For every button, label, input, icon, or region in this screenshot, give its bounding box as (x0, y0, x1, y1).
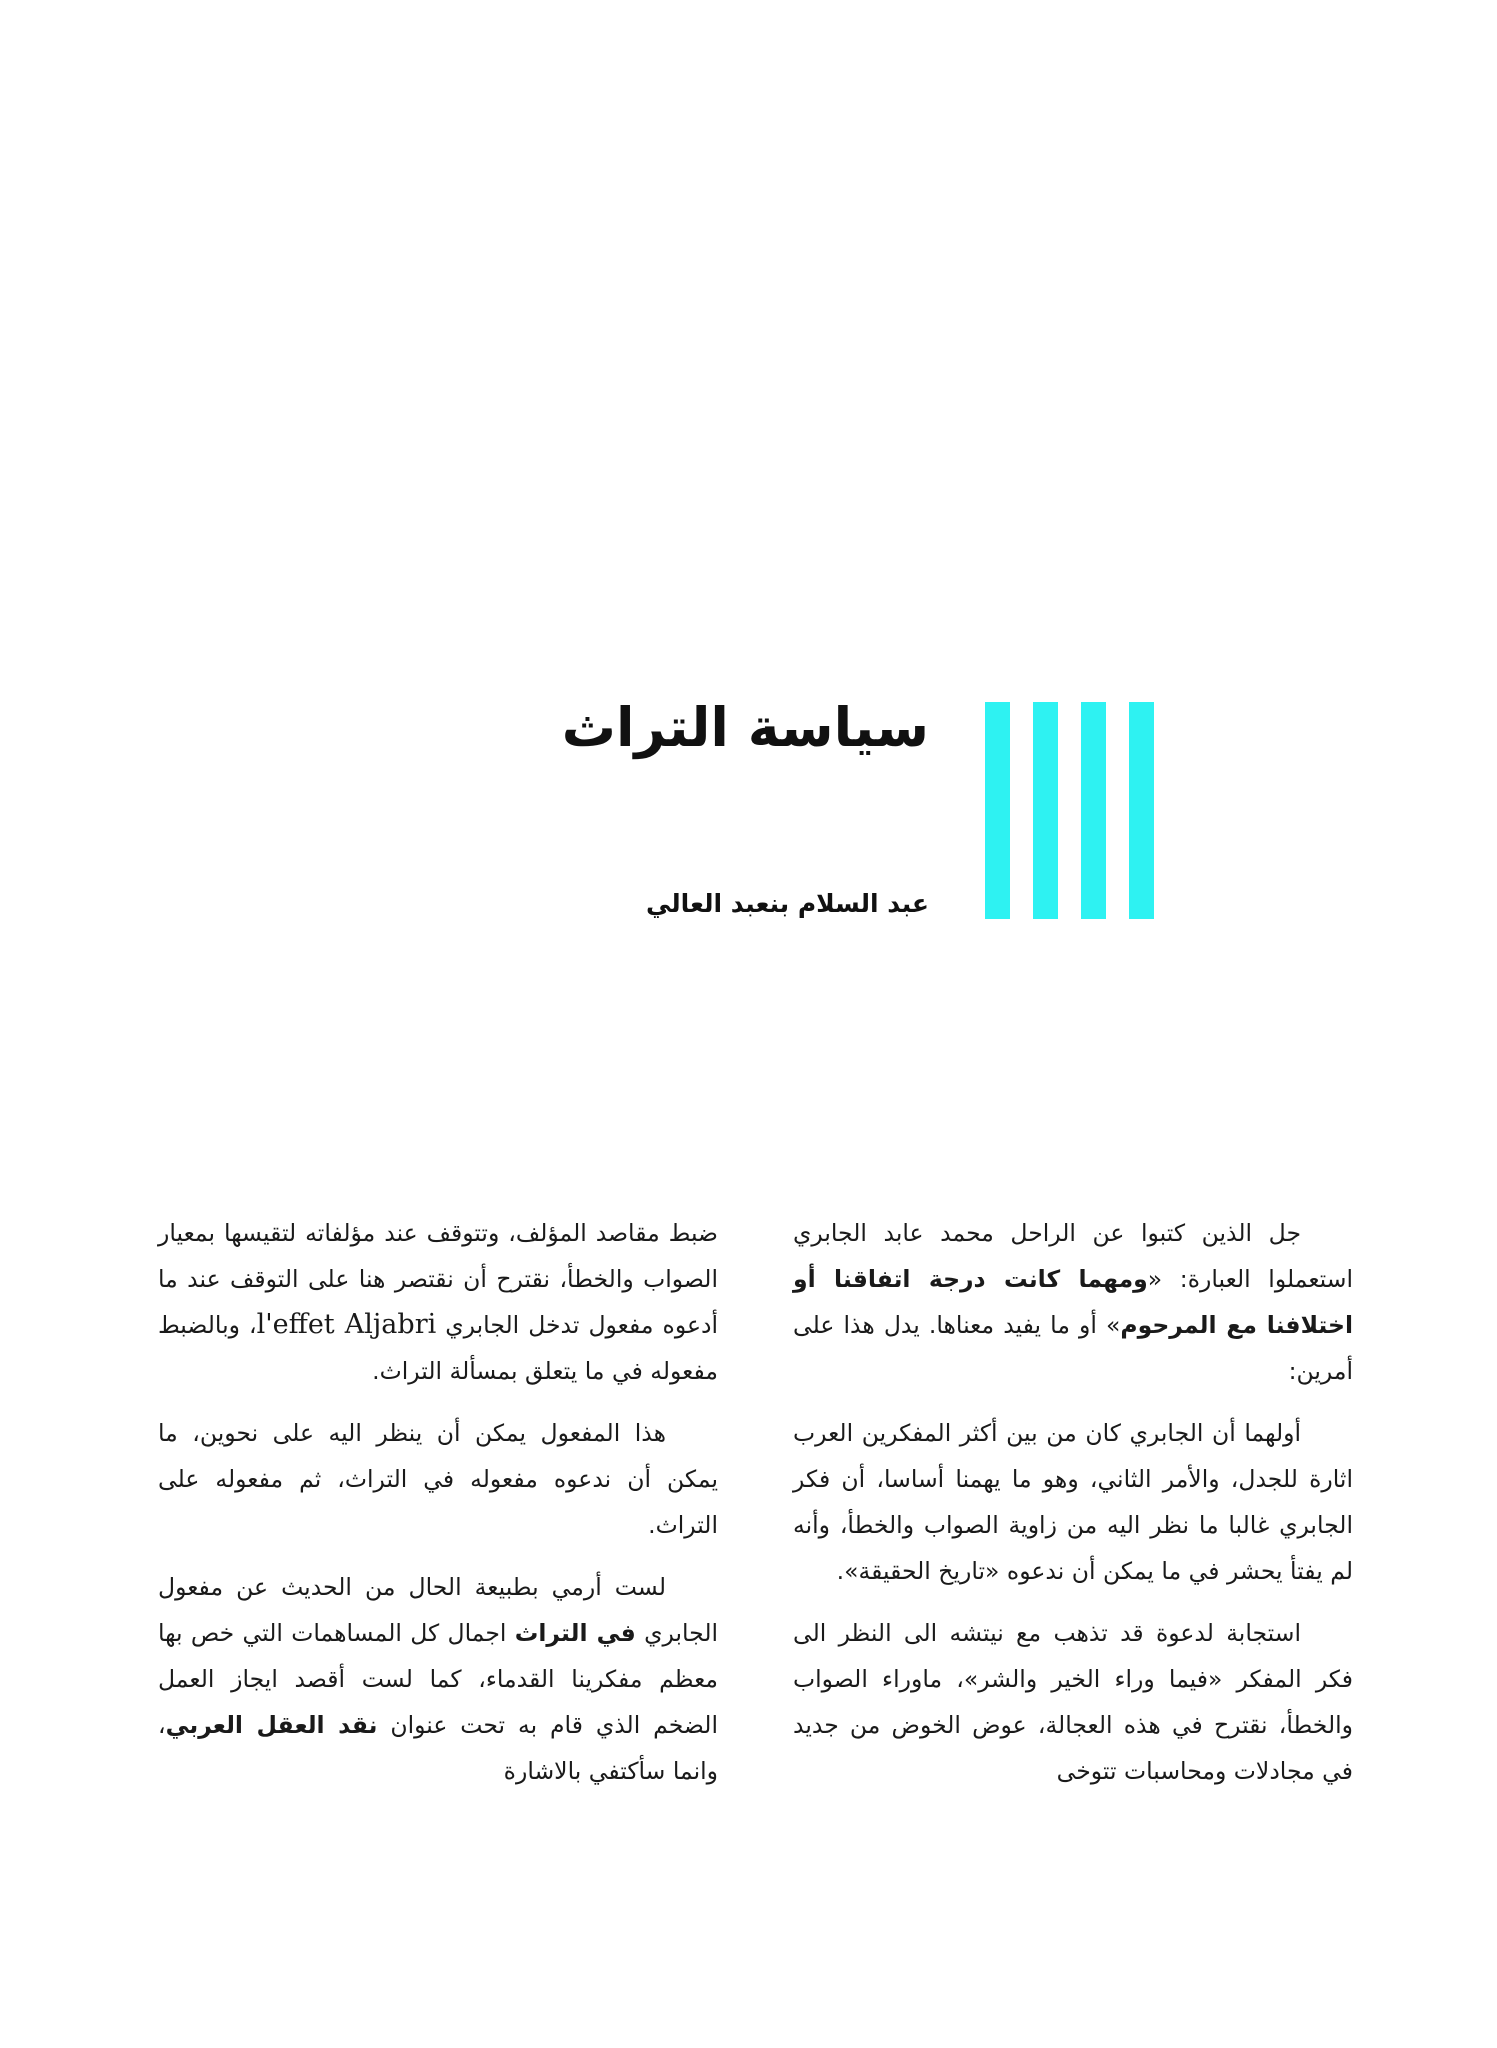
decorative-bars (985, 702, 1157, 919)
paragraph: استجابة لدعوة قد تذهب مع نيتشه الى النظر الى فكر المفكر «فيما وراء الخير والشر»، ماوراء الصواب والخطأ، نقترح في هذه العجالة، عوض الخوض من جديد في مجادلات ومحاسبات تتوخى (793, 1619, 1353, 1785)
paragraph: أولهما أن الجابري كان من بين أكثر المفكرين العرب اثارة للجدل، والأمر الثاني، وهو ما يهمنا أساسا، أن فكر الجابري غالبا ما نظر اليه من زاوية الصواب والخطأ، وأنه لم يفتأ يحشر في ما يمكن أن ندعوه «تاريخ الحقيقة». (793, 1419, 1353, 1585)
article-title: سياسة التراث (561, 696, 929, 759)
paragraph: جل الذين كتبوا عن الراحل محمد عابد الجابري استعملوا العبارة: «ومهما كانت درجة اتفاقنا أو اختلافنا مع المرحوم» أو ما يفيد معناها. يدل هذا على أمرين: (793, 1219, 1354, 1385)
decorative-bar (985, 702, 1010, 919)
paragraph: لست أرمي بطبيعة الحال من الحديث عن مفعول الجابري في التراث اجمال كل المساهمات التي خص بها معظم مفكرينا القدماء، كما لست أقصد ايجاز العمل الضخم الذي قام به تحت عنوان نقد العقل العربي، وانما سأكتفي بالاشارة (158, 1573, 719, 1785)
paragraph: هذا المفعول يمكن أن ينظر اليه على نحوين، ما يمكن أن ندعوه مفعوله في التراث، ثم مفعوله على التراث. (158, 1419, 718, 1539)
bold-book-title: نقد العقل العربي (165, 1711, 378, 1739)
decorative-bar (1081, 702, 1106, 919)
bold-term: في التراث (514, 1619, 636, 1647)
decorative-bar (1033, 702, 1058, 919)
latin-term: l'effet Aljabri (256, 1309, 437, 1340)
paragraph: ضبط مقاصد المؤلف، وتتوقف عند مؤلفاته لتقيسها بمعيار الصواب والخطأ، نقترح أن نقتصر هنا على التوقف عند ما أدعوه مفعول تدخل الجابري l'effet Aljabri، وبالضبط مفعوله في ما يتعلق بمسألة التراث. (158, 1219, 718, 1385)
decorative-bar (1129, 702, 1154, 919)
bold-quote: ومهما كانت درجة اتفاقنا أو اختلافنا مع المرحوم (793, 1265, 1354, 1339)
text-column-left (158, 1210, 718, 1810)
article-author: عبد السلام بنعبد العالي (645, 889, 929, 918)
text-column-right (793, 1210, 1353, 1810)
